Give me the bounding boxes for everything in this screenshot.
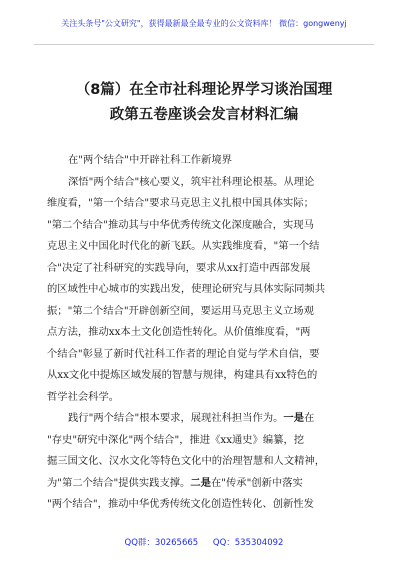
section-subtitle: 在"两个结合"中开辟社科工作新境界	[68, 154, 232, 166]
footer-contact	[0, 536, 408, 548]
paragraph-line: "两个结合"，推动中华优秀传统文化创造性转化、创新性发	[47, 498, 314, 510]
header-banner: 关注头条号"公文研究"，获得最新最全最专业的公文资料库！ 微信：gongwenyj	[61, 19, 347, 28]
paragraph-line: 克思主义中国化时代化的新飞跃。从实践维度看，"第一个结	[47, 240, 320, 252]
paragraph-line: "存史"研究中深化"两个结合"，推进《xx通史》编纂，挖	[47, 433, 305, 446]
emphasis-second: 二是	[190, 476, 211, 489]
paragraph-line: 点方法，推动xx本土文化创造性转化。从价值维度看，"两	[47, 326, 311, 338]
paragraph-line: 从xx文化中提炼区域发展的智慧与规律，构建具有xx特色的	[47, 369, 318, 381]
paragraph-line: "第二个结合"推动其与中华优秀传统文化深度融合，实现马	[47, 218, 314, 231]
paragraph-line: 个结合"彰显了新时代社科工作者的理论自觉与学术自信，要	[47, 347, 320, 360]
paragraph-text: 为"第二个结合"提供实践支撑。	[47, 476, 191, 489]
paragraph-line: 深悟"两个结合"核心要义，筑牢社科理论根基。从理论	[68, 175, 315, 188]
paragraph-text: 在	[304, 412, 315, 424]
paragraph-line: 合"决定了社科研究的实践导向，要求从xx打造中西部发展	[47, 261, 311, 274]
paragraph-2	[47, 408, 365, 516]
paragraph-line: 哲学社会科学。	[47, 390, 120, 403]
title-line-2: 政第五卷座谈会发言材料汇编	[109, 107, 299, 123]
qq-group: QQ群：30265665	[124, 538, 199, 548]
qq-number: QQ：535304092	[212, 538, 284, 548]
paragraph-text: 在"传承"创新中落实	[210, 476, 303, 489]
paragraph-text: 践行"两个结合"根本要求，展现社科担当作为。	[68, 412, 284, 424]
paragraph-1	[47, 172, 365, 409]
header-divider	[34, 44, 374, 45]
document-body	[47, 150, 365, 516]
title-line-1: （8篇）在全市社科理论界学习谈治国理	[75, 82, 333, 98]
paragraph-line: 维度看，"第一个结合"要求马克思主义扎根中国具体实际；	[47, 197, 314, 209]
paragraph-line: 振；"第二个结合"开辟创新空间，要运用马克思主义立场观	[47, 304, 314, 317]
paragraph-line	[47, 408, 365, 430]
emphasis-first: 一是	[283, 412, 305, 424]
paragraph-line: 的区域性中心城市的实践出发，使理论研究与具体实际同频共	[47, 283, 326, 295]
paragraph-line: 掘三国文化、汉水文化等特色文化中的治理智慧和人文精神，	[47, 455, 326, 467]
paragraph-line	[47, 473, 365, 495]
document-title	[30, 78, 378, 128]
